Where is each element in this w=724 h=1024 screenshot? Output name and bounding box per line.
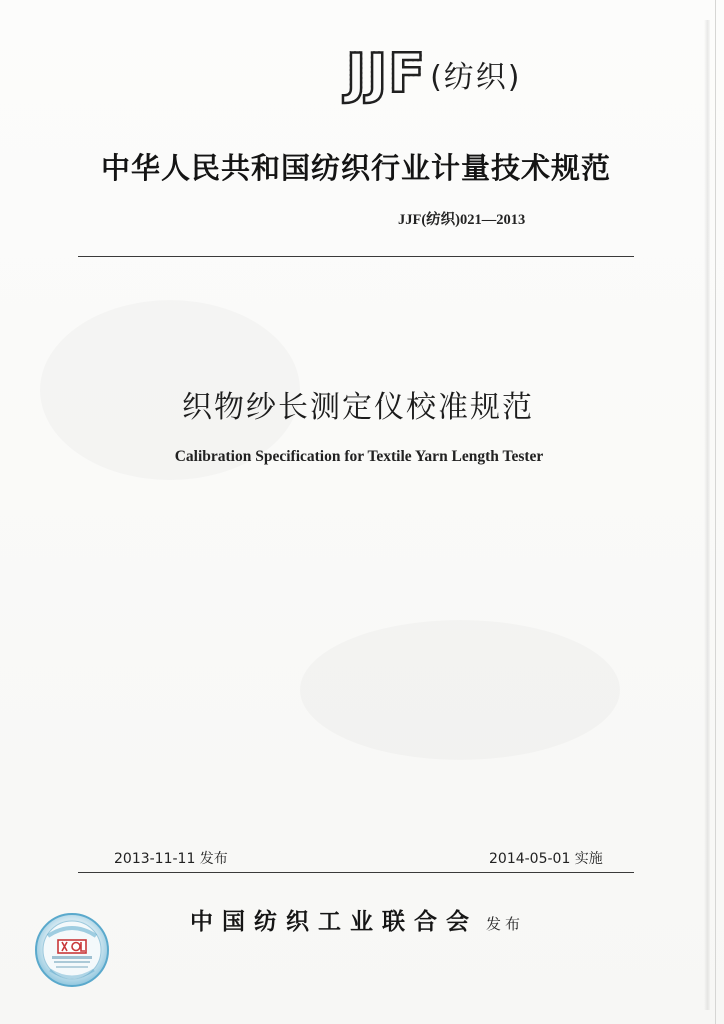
effective-date: 2014-05-01 实施 [489,851,603,867]
publish-date: 2013-11-11 发布 [114,851,228,867]
header-divider [78,256,634,257]
document-title-english: Calibration Specification for Textile Yarn Length Tester [174,448,544,465]
anti-counterfeit-seal-icon [34,912,110,988]
logo-suffix: (纺织) [430,60,522,95]
logo-mark: JJF [346,42,427,105]
scan-smudge [300,620,620,760]
document-number: JJF(纺织)021—2013 [398,212,526,228]
document-title: 织物纱长测定仪校准规范 [182,390,534,425]
jjf-logo [346,44,522,104]
issuer-line [190,903,524,936]
issuer-action: 发布 [486,915,525,933]
series-title: 中华人民共和国纺织行业计量技术规范 [100,151,611,185]
issuer-name: 中国纺织工业联合会 [190,908,478,935]
footer-divider [78,872,634,873]
